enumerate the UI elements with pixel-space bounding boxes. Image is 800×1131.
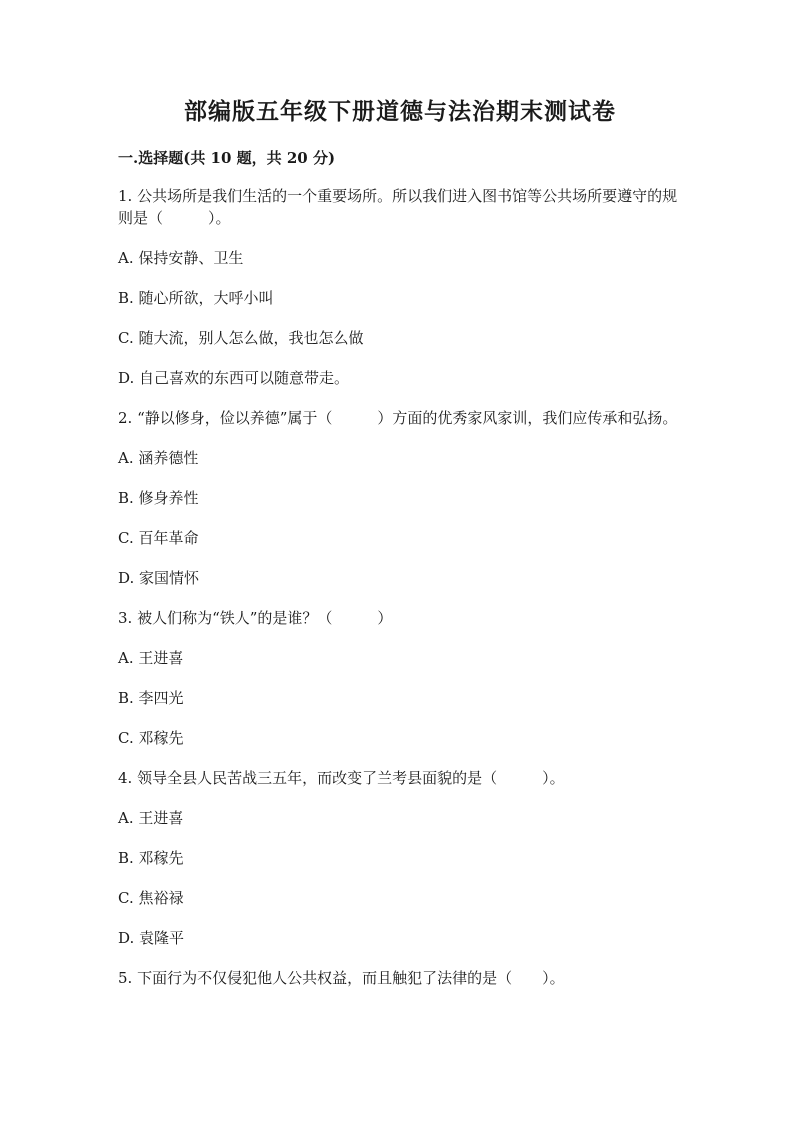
question-1 xyxy=(118,185,678,389)
question-text: 5. 下面行为不仅侵犯他人公共权益，而且触犯了法律的是（ ）。 xyxy=(118,969,565,987)
question-3 xyxy=(118,607,678,749)
question-list xyxy=(118,185,678,1007)
question-text: 2. “静以修身，俭以养德”属于（ ）方面的优秀家风家训，我们应传承和弘扬。 xyxy=(118,409,678,427)
option-c: C. 焦裕禄 xyxy=(118,889,184,907)
question-text: 1. 公共场所是我们生活的一个重要场所。所以我们进入图书馆等公共场所要遵守的规则是（ ）。 xyxy=(118,187,678,227)
option-d: D. 袁隆平 xyxy=(118,929,185,947)
option-a: A. 保持安静、卫生 xyxy=(118,249,244,267)
option-c: C. 随大流，别人怎么做，我也怎么做 xyxy=(118,329,364,347)
option-d: D. 家国情怀 xyxy=(118,569,200,587)
question-text: 4. 领导全县人民苦战三五年，而改变了兰考县面貌的是（ ）。 xyxy=(118,769,565,787)
option-a: A. 涵养德性 xyxy=(118,449,199,467)
option-a: A. 王进喜 xyxy=(118,809,184,827)
option-a: A. 王进喜 xyxy=(118,649,184,667)
option-d: D. 自己喜欢的东西可以随意带走。 xyxy=(118,369,350,387)
option-b: B. 随心所欲，大呼小叫 xyxy=(118,289,274,307)
question-2 xyxy=(118,407,678,589)
option-b: B. 邓稼先 xyxy=(118,849,184,867)
option-c: C. 百年革命 xyxy=(118,529,199,547)
option-c: C. 邓稼先 xyxy=(118,729,184,747)
question-4 xyxy=(118,767,678,949)
question-5 xyxy=(118,967,678,989)
section-heading: 一.选择题(共 10 题，共 20 分) xyxy=(118,149,336,167)
page-title: 部编版五年级下册道德与法治期末测试卷 xyxy=(184,98,616,125)
option-b: B. 修身养性 xyxy=(118,489,199,507)
question-text: 3. 被人们称为“铁人”的是谁？（ ） xyxy=(118,609,393,627)
option-b: B. 李四光 xyxy=(118,689,184,707)
